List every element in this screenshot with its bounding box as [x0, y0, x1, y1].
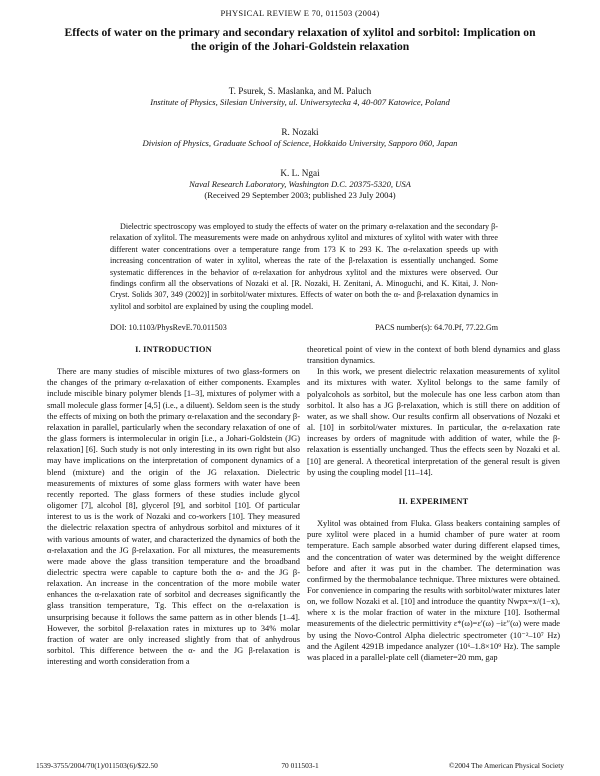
intro-paragraph-1: There are many studies of miscible mixtures of two glass-formers on the changes of the primary α-relaxation of either components. Examples include miscible binary polymer blends [1–3], mixtures of polymer with a small molecule glass former [4,5] (i.e., a diluent). Seldom seen is the study the effects of mixing on both the primary α-relaxation and the secondary β-relaxation in parallel, particularly when the secondary relaxation of one of the glass formers is intermolecular in origin [i.e., a Johari-Goldstein (JG) relaxation] [6]. Such study is not only interesting in its own right but also may have implications on the interpretation of component dynamics of a blend (mixture) and the origin of the JG relaxation. Dielectric measurements of mixtures of some glass formers with water have been recently reported. The glass formers of these studies include glycol oligomer [7], alcohol [8], glycerol [9], and sorbitol [10]. Of particular interest to us is the work of Nozaki and co-workers [10]. They measured the dielectric relaxation spectra of anhydrous sorbitol and mixtures of it with various amounts of water, and characterized the dynamics of both the α-relaxation and the JG β-relaxation. For all mixtures, the measurements were made above the glass transition temperature and the broadband dielectric spectra were capable to capture both the α- and the JG β-relaxation. An increase in the concentration of the more mobile water enhances the α-relaxation rate of sorbitol and decreases significantly the glass transition temperature, Tg. This effect on the α-relaxation is unsurprising because it follows the same pattern as in other blends [1–4]. However, the sorbitol β-relaxation rates in mixtures up to 34% molar fraction of water are only increased slightly from that of anhydrous sorbitol. This difference between the α- and the JG β-relaxation is interesting and worth consideration from a: [47, 367, 300, 667]
author-affiliation: Institute of Physics, Silesian University, ul. Uniwersytecka 4, 40-007 Katowice, Poland: [150, 97, 450, 107]
author-block-2: [60, 127, 540, 149]
footer-issn: 1539-3755/2004/70(1)/011503(6)/$22.50: [36, 761, 158, 770]
author-names: T. Psurek, S. Maslanka, and M. Paluch: [228, 86, 372, 96]
experiment-paragraph-1: Xylitol was obtained from Fluka. Glass beakers containing samples of pure xylitol were placed in a humid chamber of pure water at room temperature. Each sample absorbed water during different elapsed times, and the concentration of water was determined by the weight difference before and after it was put in the chamber. The determination was confirmed by the thermobalance technique. Three mixtures were obtained. For convenience in comparing the results with sorbitol/water mixtures later on, we follow Nozaki et al. [10] and introduce the quantity Nwpx=x/(1−x), where x is the molar fraction of water in the mixture [10]. Isothermal measurements of the dielectric permittivity ε*(ω)=ε′(ω) −iε″(ω) were made by using the Novo-Control Alpha dielectric spectrometer (10⁻²–10⁷ Hz) and the Agilent 4291B impedance analyzer (10⁶–1.8×10⁹ Hz). The sample was placed in a parallel-plate cell (diameter=20 mm, gap: [307, 519, 560, 662]
author-affiliation: Division of Physics, Graduate School of Science, Hokkaido University, Sapporo 060, Japan: [142, 138, 458, 148]
author-block-3: [60, 168, 540, 201]
author-block-1: [60, 86, 540, 108]
intro-paragraph-2: In this work, we present dielectric relaxation measurements of xylitol and its mixtures with water. Xylitol belongs to the same family of polyalcohols as sorbitol, but the molecule has one less carbon atom than sorbitol. It also has a JG β-relaxation, which is still there on addition of water, as we shall show. Our results confirm all observations of Nozaki et al. [10] in sorbitol/water mixtures. In particular, the α-relaxation rate increases by orders of magnitude with addition of water, while the β-relaxation is essentially unchanged. Thus the effects seen by Nozaki et al. [10] are general. A theoretical interpretation of the general result is given by using the coupling model [11–14].: [307, 367, 560, 477]
doi: DOI: 10.1103/PhysRevE.70.011503: [110, 323, 227, 332]
pacs-numbers: PACS number(s): 64.70.Pf, 77.22.Gm: [375, 323, 498, 332]
article-title: Effects of water on the primary and secondary relaxation of xylitol and sorbitol: Implication on the origin of the Johari-Goldstein relaxation: [64, 26, 536, 53]
author-names: R. Nozaki: [281, 127, 319, 137]
section-gap: [307, 478, 560, 496]
left-column: [47, 344, 300, 667]
running-head: PHYSICAL REVIEW E 70, 011503 (2004): [220, 8, 380, 18]
received-date: (Received 29 September 2003; published 23 July 2004): [204, 190, 396, 200]
abstract: Dielectric spectroscopy was employed to study the effects of water on the primary α-relaxation and the secondary β-relaxation of xylitol. The measurements were made on anhydrous xylitol and mixtures of xylitol with water with three different water concentrations over a temperature range from 173 K to 293 K. The α-relaxation speeds up with increasing concentration of water in xylitol, whereas the rate of the β-relaxation is essentially unchanged. Some systematic differences in the behavior of α-relaxation for anhydrous xylitol and the mixtures were observed. Our findings confirm all the observations of Nozaki et al. [R. Nozaki, H. Zenitani, A. Minoguchi, and K. Kitai, J. Non-Cryst. Solids 307, 349 (2002)] in sorbitol/water mixtures. Effects of water on both the α- and β-relaxation dynamics in xylitol and sorbitol are explained by using the coupling model.: [110, 222, 498, 311]
footer-page-number: 70 011503-1: [281, 761, 319, 770]
right-column: [307, 344, 560, 663]
section-heading-introduction: I. INTRODUCTION: [135, 345, 212, 354]
section-heading-experiment: II. EXPERIMENT: [398, 496, 469, 506]
intro-paragraph-continued: theoretical point of view in the context of both blend dynamics and glass transition dynamics.: [307, 345, 560, 366]
footer-copyright: ©2004 The American Physical Society: [448, 761, 564, 770]
author-affiliation: Naval Research Laboratory, Washington D.C. 20375-5320, USA: [189, 179, 411, 189]
author-names: K. L. Ngai: [280, 168, 320, 178]
